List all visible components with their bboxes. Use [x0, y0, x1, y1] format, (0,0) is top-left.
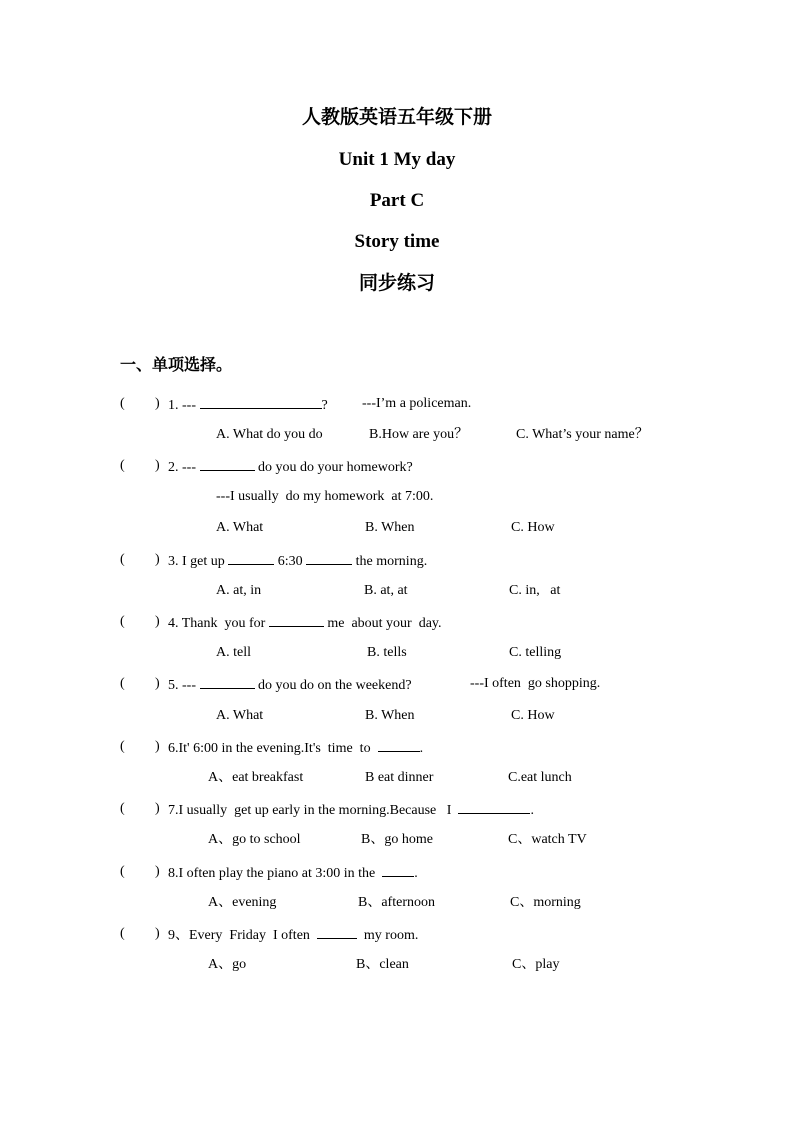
stem-text: 6:30	[277, 554, 303, 569]
option-b: B、go home	[361, 832, 433, 847]
section-title: Story time	[354, 231, 440, 252]
answer-paren-right: )	[155, 676, 160, 691]
option-c: C. What’s your name？	[516, 427, 649, 442]
option-b: B. When	[365, 708, 415, 723]
answer-paren-left: (	[120, 614, 125, 629]
stem-text: ---	[182, 678, 196, 693]
answer-paren-right: )	[155, 801, 160, 816]
answer-paren-right: )	[155, 614, 160, 629]
question-number: 9、	[168, 928, 189, 943]
stem-text: Thank you for	[181, 616, 266, 631]
question-number: 6.	[168, 741, 179, 756]
question-number: 4.	[168, 616, 179, 631]
question-number: 3.	[168, 554, 179, 569]
question-number: 1.	[168, 398, 179, 413]
answer-blank	[306, 550, 352, 565]
question-stem	[168, 394, 328, 416]
section-one-heading: 一、单项选择。	[120, 357, 233, 374]
answer-paren-left: (	[120, 676, 125, 691]
stem-text: I usually get up early in the morning.Because I	[178, 803, 452, 818]
option-b: B、clean	[356, 957, 409, 972]
stem-text: ---	[182, 460, 196, 475]
option-b: B eat dinner	[365, 770, 434, 785]
question-stem	[168, 550, 427, 572]
response-line: ---I’m a policeman.	[362, 396, 472, 411]
answer-paren-left: (	[120, 739, 125, 754]
answer-blank	[200, 394, 322, 409]
question-number: 8.	[168, 866, 179, 881]
subtitle: 同步练习	[358, 273, 435, 294]
option-c: C.eat lunch	[508, 770, 572, 785]
question-stem	[168, 456, 413, 478]
option-a: A. What do you do	[216, 427, 323, 442]
stem-text: me about your day.	[327, 616, 442, 631]
question-stem	[168, 737, 423, 759]
question-stem	[168, 924, 418, 946]
answer-blank	[200, 456, 255, 471]
stem-text: ---	[182, 398, 196, 413]
question-stem	[168, 612, 442, 634]
answer-blank	[228, 550, 274, 565]
answer-paren-left: (	[120, 801, 125, 816]
option-c: C. in, at	[509, 583, 561, 598]
answer-paren-left: (	[120, 864, 125, 879]
question-stem	[168, 799, 534, 821]
stem-text: my room.	[363, 928, 419, 943]
stem-text: .	[530, 803, 534, 818]
answer-paren-right: )	[155, 552, 160, 567]
option-b: B、afternoon	[358, 895, 435, 910]
question-number: 2.	[168, 460, 179, 475]
stem-text: Every Friday I often	[189, 928, 310, 943]
response-line: ---I usually do my homework at 7:00.	[216, 489, 434, 504]
option-a: A、eat breakfast	[208, 770, 304, 785]
option-c: C. How	[511, 708, 555, 723]
question-stem	[168, 862, 418, 884]
answer-paren-left: (	[120, 552, 125, 567]
stem-text: .	[414, 866, 418, 881]
answer-paren-right: )	[155, 864, 160, 879]
option-c: C. How	[511, 520, 555, 535]
option-c: C. telling	[509, 645, 562, 660]
option-a: A. at, in	[216, 583, 262, 598]
stem-text: It' 6:00 in the evening.It's time to	[178, 741, 371, 756]
response-line: ---I often go shopping.	[470, 676, 601, 691]
option-b: B.How are you？	[369, 427, 469, 442]
option-a: A. What	[216, 520, 264, 535]
answer-blank	[317, 924, 357, 939]
answer-blank	[458, 799, 530, 814]
answer-blank	[269, 612, 324, 627]
option-a: A. What	[216, 708, 264, 723]
question-stem	[168, 674, 412, 696]
option-b: B. at, at	[364, 583, 408, 598]
answer-paren-left: (	[120, 396, 125, 411]
option-b: B. When	[365, 520, 415, 535]
answer-paren-left: (	[120, 926, 125, 941]
answer-blank	[200, 674, 255, 689]
question-number: 7.	[168, 803, 179, 818]
answer-paren-left: (	[120, 458, 125, 473]
unit-title: Unit 1 My day	[338, 149, 456, 170]
stem-text: do you do your homework?	[258, 460, 413, 475]
stem-text: I get up	[182, 554, 225, 569]
stem-text: .	[419, 741, 424, 756]
stem-text: do you do on the weekend?	[258, 678, 412, 693]
answer-paren-right: )	[155, 926, 160, 941]
answer-paren-right: )	[155, 739, 160, 754]
answer-blank	[378, 737, 420, 752]
answer-blank	[382, 862, 414, 877]
option-c: C、play	[512, 957, 560, 972]
stem-text: I often play the piano at 3:00 in the	[178, 866, 376, 881]
answer-paren-right: )	[155, 458, 160, 473]
option-b: B. tells	[367, 645, 407, 660]
part-title: Part C	[369, 190, 425, 211]
document-title: 人教版英语五年级下册	[301, 107, 492, 128]
question-number: 5.	[168, 678, 179, 693]
option-a: A、go to school	[208, 832, 301, 847]
option-a: A、evening	[208, 895, 277, 910]
option-a: A、go	[208, 957, 247, 972]
option-c: C、morning	[510, 895, 581, 910]
option-c: C、watch TV	[508, 832, 587, 847]
stem-text: the morning.	[355, 554, 428, 569]
stem-text: ?	[321, 398, 328, 413]
answer-paren-right: )	[155, 396, 160, 411]
option-a: A. tell	[216, 645, 251, 660]
